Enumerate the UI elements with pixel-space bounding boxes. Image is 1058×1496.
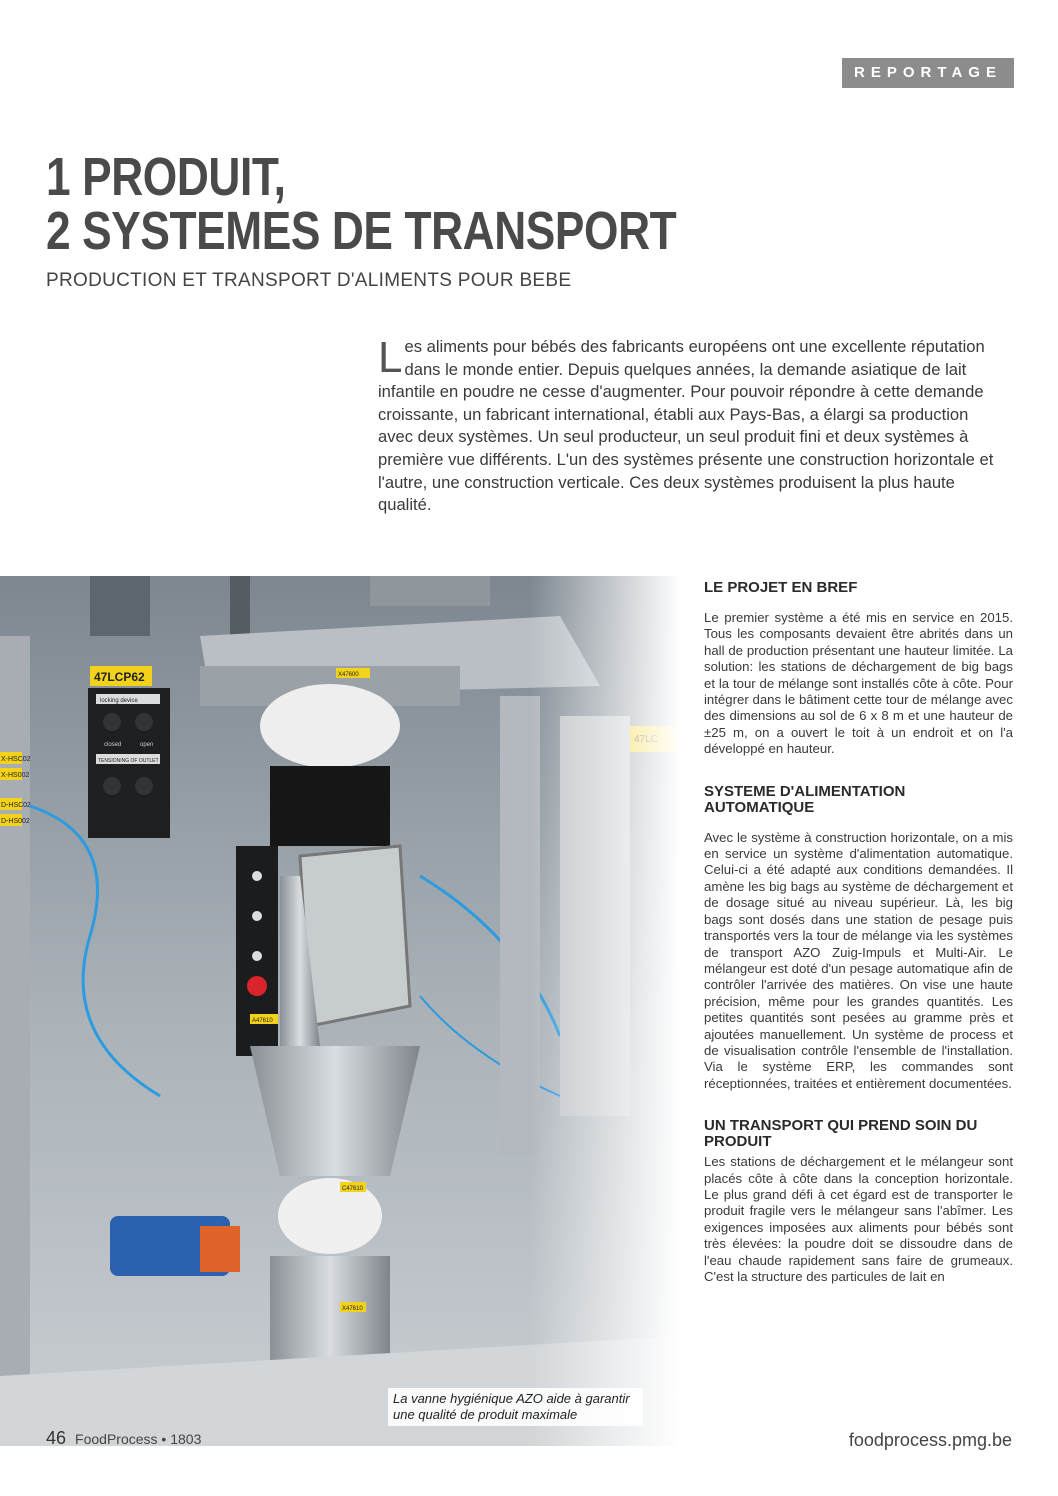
lead-paragraph xyxy=(378,333,1000,517)
page-number: 46 xyxy=(46,1428,67,1448)
section-heading-3: UN TRANSPORT QUI PREND SOIN DU PRODUIT xyxy=(704,1117,978,1151)
photo-caption: La vanne hygiénique AZO aide à garantir une qualité de produit maximale xyxy=(388,1388,643,1426)
section-tag: REPORTAGE xyxy=(842,58,1014,88)
magazine-issue: FoodProcess • 1803 xyxy=(75,1431,202,1447)
section-body-1: Le premier système a été mis en service en 2015. Tous les composants devaient être abrités dans un hall de production présentant une hauteur limitée. La solution: les stations de déchargement de big bags et la tour de mélange sont installés côte à côte. Pour intégrer dans le bâtiment cette tour de mélange avec des dimensions au sol de 6 x 8 m et une hauteur de ±25 m, on a ouvert le toit à un endroit et on l'a développé en hauteur. xyxy=(704,610,1013,757)
article-subtitle: PRODUCTION ET TRANSPORT D'ALIMENTS POUR BEBE xyxy=(46,270,572,291)
footer-left xyxy=(46,1428,201,1449)
section-heading-1: LE PROJET EN BREF xyxy=(704,579,858,596)
lead-text: es aliments pour bébés des fabricants européens ont une excellente réputation dans le monde entier. Depuis quelques années, la demande asiatique de lait infantile en poudre ne cesse d'augmenter. Pour pouvoir répondre à cette demande croissante, un fabricant international, établi aux Pays-Bas, a élargi sa production avec deux systèmes. Un seul producteur, un seul produit fini et deux systèmes à première vue différents. L'un des systèmes présente une construction horizontale et l'autre, une construction verticale. Ces deux systèmes produisent la plus haute qualité. xyxy=(378,337,994,515)
title-line-2: 2 SYSTEMES DE TRANSPORT xyxy=(46,201,677,261)
photo-illustration xyxy=(0,576,680,1446)
section-body-2: Avec le système à construction horizontale, on a mis en service un système d'alimentation automatique. Celui-ci a été adapté aux conditions demandées. Il amène les big bags au système de déchargement et de dosage situé au niveau supérieur. Là, les big bags sont dosés dans une station de pesage puis transportés vers la tour de mélange via les systèmes de transport AZO Zuig-Impuls et Multi-Air. Le mélangeur est doté d'un pesage automatique afin de contrôler l'arrivée des matières. On vise une haute précision, même pour les grandes quantités. Les petites quantités sont pesées au gramme près et ajoutées manuellement. Un système de process et de visualisation contrôle l'ensemble de l'installation. Via le système ERP, les commandes sont réceptionnées, traitées et entièrement documentées. xyxy=(704,829,1013,1091)
article-photo xyxy=(0,576,680,1446)
section-body-3: Les stations de déchargement et le mélangeur sont placés côte à côte dans la conception horizontale. Le plus grand défi à cet égard est de transporter le produit fragile vers le mélangeur sans l'abîmer. Les exigences imposées aux aliments pour bébés sont très élevées: la poudre doit se dissoudre dans de l'eau chaude rapidement sans faire de grumeaux. C'est la structure des particules de lait en xyxy=(704,1154,1013,1284)
article-title xyxy=(46,147,677,261)
title-line-1: 1 PRODUIT, xyxy=(46,147,286,207)
drop-cap: L xyxy=(378,333,403,382)
article-column xyxy=(704,580,1013,1311)
website-link[interactable]: foodprocess.pmg.be xyxy=(848,1430,1012,1450)
section-heading-2: SYSTEME D'ALIMENTATION AUTOMATIQUE xyxy=(704,782,906,816)
